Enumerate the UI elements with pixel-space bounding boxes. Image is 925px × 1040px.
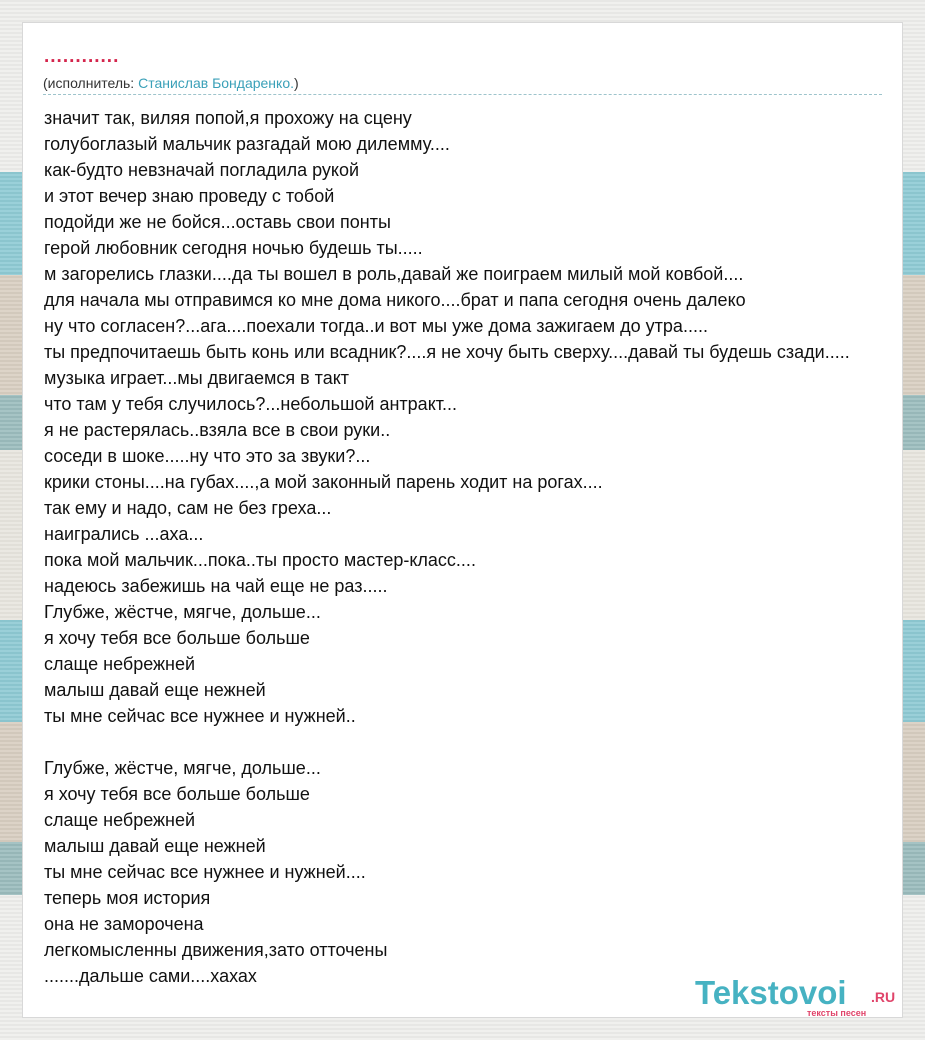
lyrics-card: [22, 22, 903, 1018]
lyric-line: я хочу тебя все больше больше: [44, 628, 310, 648]
lyric-line: малыш давай еще нежней: [44, 836, 266, 856]
lyric-line: пока мой мальчик...пока..ты просто мастер-класс....: [44, 550, 476, 570]
lyric-line: соседи в шоке.....ну что это за звуки?...: [44, 446, 371, 466]
lyric-line: Глубже, жёстче, мягче, дольше...: [44, 602, 321, 622]
lyric-line: я хочу тебя все больше больше: [44, 784, 310, 804]
logo-tld: .RU: [871, 989, 896, 1005]
artist-link[interactable]: Станислав Бондаренко.: [138, 75, 295, 91]
lyric-line: малыш давай еще нежней: [44, 680, 266, 700]
lyric-line: она не заморочена: [44, 914, 204, 934]
lyric-line: Глубже, жёстче, мягче, дольше...: [44, 758, 321, 778]
lyric-line: герой любовник сегодня ночью будешь ты.....: [44, 238, 423, 258]
lyric-line: так ему и надо, сам не без греха...: [44, 498, 332, 518]
lyric-line: ну что согласен?...ага....поехали тогда..и вот мы уже дома зажигаем до утра.....: [44, 316, 708, 336]
logo-wordmark: Tekstovoi: [695, 974, 847, 1011]
lyric-line: надеюсь забежишь на чай еще не раз.....: [44, 576, 388, 596]
artist-prefix: (исполнитель:: [43, 75, 139, 91]
site-logo[interactable]: [695, 973, 903, 1018]
lyric-line: и этот вечер знаю проведу с тобой: [44, 186, 335, 206]
lyric-line: слаще небрежней: [44, 810, 196, 830]
lyric-line: музыка играет...мы двигаемся в такт: [44, 368, 350, 388]
lyric-line: крики стоны....на губах....,а мой законный парень ходит на рогах....: [44, 472, 603, 492]
lyric-line: как-будто невзначай погладила рукой: [44, 160, 360, 180]
lyrics-text: [44, 105, 903, 989]
lyric-line: что там у тебя случилось?...небольшой антракт...: [44, 394, 458, 414]
lyric-line: легкомысленны движения,зато отточены: [44, 940, 388, 960]
lyric-line: .......дальше сами....хахах: [44, 966, 257, 986]
lyric-line: м загорелись глазки....да ты вошел в роль,давай же поиграем милый мой ковбой....: [44, 264, 744, 284]
lyric-line: я не растерялась..взяла все в свои руки..: [44, 420, 391, 440]
artist-line: [43, 74, 299, 92]
artist-suffix: ): [294, 75, 299, 91]
lyric-line: ты мне сейчас все нужнее и нужней....: [44, 862, 366, 882]
song-title: ............: [44, 46, 120, 67]
lyric-blank-line: [44, 729, 903, 755]
lyric-line: значит так, виляя попой,я прохожу на сцену: [44, 108, 412, 128]
lyric-line: теперь моя история: [44, 888, 211, 908]
logo-tagline: тексты песен: [807, 1008, 867, 1018]
lyric-line: ты предпочитаешь быть конь или всадник?....я не хочу быть сверху....давай ты будешь сзади.....: [44, 342, 850, 362]
lyric-line: голубоглазый мальчик разгадай мою дилемму....: [44, 134, 450, 154]
lyric-line: для начала мы отправимся ко мне дома никого....брат и папа сегодня очень далеко: [44, 290, 746, 310]
title-divider: [43, 94, 882, 95]
lyric-line: ты мне сейчас все нужнее и нужней..: [44, 706, 356, 726]
lyric-line: подойди же не бойся...оставь свои понты: [44, 212, 391, 232]
lyric-line: слаще небрежней: [44, 654, 196, 674]
lyric-line: наигрались ...аха...: [44, 524, 204, 544]
